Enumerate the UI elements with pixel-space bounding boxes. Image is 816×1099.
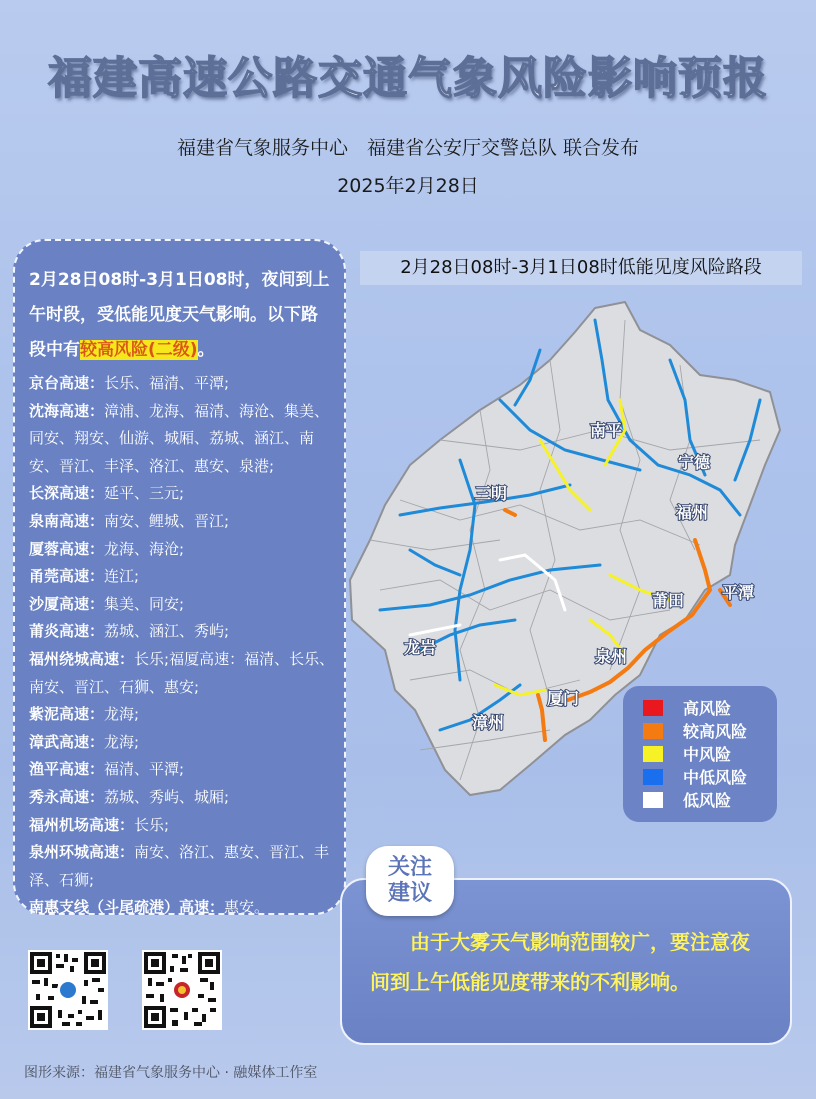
route-item <box>29 646 344 701</box>
route-places: 福清、平潭; <box>104 760 185 779</box>
advice-badge <box>366 846 454 916</box>
route-item <box>29 618 344 646</box>
legend-item-low <box>643 788 777 811</box>
route-item <box>29 839 344 894</box>
route-item <box>29 784 344 812</box>
route-name: 漳武高速： <box>29 732 105 751</box>
city-longyan: 龙岩 <box>404 638 437 657</box>
route-places: 荔城、涵江、秀屿; <box>104 622 230 641</box>
city-xiamen: 厦门 <box>547 689 580 708</box>
publish-date: 2025年2月28日 <box>337 175 479 197</box>
route-item <box>29 563 344 591</box>
route-list <box>29 370 344 922</box>
risk-level-highlight: 较高风险(二级) <box>80 340 198 360</box>
advice-badge-line1: 关注 <box>387 855 432 880</box>
route-name: 沈海高速： <box>29 401 105 420</box>
route-places: 南安、洛江、惠安、晋江、丰泽、石狮; <box>29 843 330 889</box>
route-places: 漳浦、龙海、福清、海沧、集美、同安、翔安、仙游、城厢、荔城、涵江、南安、晋江、丰泽、洛江、惠安、泉港; <box>29 401 330 475</box>
legend-item-high <box>643 696 777 719</box>
route-name: 甬莞高速： <box>29 567 105 586</box>
route-places: 连江; <box>104 567 140 586</box>
route-places: 集美、同安; <box>104 594 185 613</box>
route-places: 长乐;福厦高速：福清、长乐、南安、晋江、石狮、惠安; <box>29 649 335 696</box>
route-name: 泉南高速： <box>29 511 105 530</box>
route-name: 厦蓉高速： <box>29 539 105 558</box>
publisher-line: 福建省气象服务中心 福建省公安厅交警总队 联合发布 <box>176 137 640 159</box>
route-name: 长深高速： <box>29 484 105 503</box>
legend-swatch-low <box>643 792 663 808</box>
map-caption: 2月28日08时-3月1日08时低能见度风险路段 <box>360 251 802 285</box>
route-name: 南惠支线（斗尾疏港）高速： <box>29 898 225 917</box>
route-name: 泉州环城高速： <box>29 843 135 862</box>
route-places: 南安、鲤城、晋江; <box>104 511 230 530</box>
legend-swatch-medium-low <box>643 769 663 785</box>
route-item <box>29 701 344 729</box>
route-item <box>29 894 344 922</box>
legend-label-medium: 中风险 <box>683 745 732 764</box>
city-nanping: 南平 <box>590 421 623 440</box>
legend-swatch-medium <box>643 746 663 762</box>
route-item <box>29 370 344 398</box>
advice-badge-line2: 建议 <box>387 881 432 906</box>
city-zhangzhou: 漳州 <box>472 713 505 732</box>
route-name: 福州机场高速： <box>29 815 135 834</box>
page-title: 福建高速公路交通气象风险影响预报 <box>48 53 768 104</box>
route-item <box>29 756 344 784</box>
city-sanming: 三明 <box>475 484 508 503</box>
qr-code-pattern <box>28 950 108 1030</box>
legend-label-high: 高风险 <box>683 699 732 718</box>
route-name: 秀永高速： <box>29 787 105 806</box>
route-name: 紫泥高速： <box>29 705 105 724</box>
legend-item-medium <box>643 742 777 765</box>
route-item <box>29 536 344 564</box>
route-item <box>29 398 344 481</box>
advice-text: 由于大雾天气影响范围较广，要注意夜间到上午低能见度带来的不利影响。 <box>370 930 750 994</box>
route-name: 福州绕城高速： <box>29 649 135 668</box>
route-places: 长乐、福清、平潭; <box>104 374 230 392</box>
route-places: 龙海; <box>104 705 140 724</box>
route-places: 延平、三元; <box>104 484 185 503</box>
route-places: 惠安。 <box>224 898 270 917</box>
route-places: 长乐; <box>134 815 170 834</box>
intro-end: 。 <box>197 340 215 360</box>
legend-label-low: 低风险 <box>683 791 732 810</box>
city-pingtan: 平潭 <box>722 583 755 602</box>
qr-code-traffic-police[interactable] <box>142 950 222 1030</box>
route-places: 荔城、秀屿、城厢; <box>104 787 230 806</box>
city-fuzhou: 福州 <box>676 503 709 522</box>
route-name: 莆炎高速： <box>29 622 105 641</box>
notice-intro <box>29 263 334 368</box>
route-name: 渔平高速： <box>29 760 105 779</box>
legend-label-higher: 较高风险 <box>683 722 748 741</box>
city-quanzhou: 泉州 <box>595 647 628 666</box>
notice-panel <box>13 239 346 915</box>
route-item <box>29 480 344 508</box>
city-putian: 莆田 <box>652 591 685 610</box>
route-item <box>29 812 344 840</box>
route-item <box>29 591 344 619</box>
route-name: 京台高速： <box>29 374 105 392</box>
route-item <box>29 729 344 757</box>
city-ningde: 宁德 <box>678 453 711 472</box>
route-places: 龙海; <box>104 732 140 751</box>
legend-swatch-high <box>643 700 663 716</box>
risk-legend <box>623 686 777 822</box>
route-item <box>29 508 344 536</box>
legend-swatch-higher <box>643 723 663 739</box>
route-name: 沙厦高速： <box>29 594 105 613</box>
legend-item-medium-low <box>643 765 777 788</box>
legend-label-medium-low: 中低风险 <box>683 768 748 787</box>
qr-code-pattern <box>142 950 222 1030</box>
legend-item-higher <box>643 719 777 742</box>
intro-text: 2月28日08时-3月1日08时，夜间到上午时段，受低能见度天气影响。以下路段中有 <box>29 270 330 360</box>
qr-code-weather-service[interactable] <box>28 950 108 1030</box>
footer-source: 图形来源：福建省气象服务中心 · 融媒体工作室 <box>24 1065 318 1081</box>
route-places: 龙海、海沧; <box>104 539 185 558</box>
